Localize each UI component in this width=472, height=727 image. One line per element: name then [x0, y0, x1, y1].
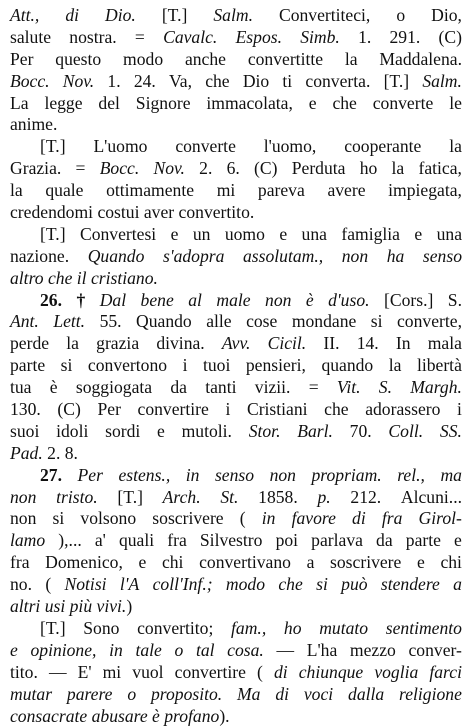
text-segment: converta.: [305, 71, 370, 93]
text-segment: =: [309, 377, 319, 399]
text-segment: 1.: [107, 71, 120, 93]
italic-text: voci: [304, 684, 333, 706]
text-segment: Signore: [136, 93, 191, 115]
italic-text: coll'Inf.;: [153, 574, 213, 596]
italic-text: può: [341, 574, 367, 596]
italic-text: p.: [317, 487, 330, 509]
text-segment: del: [98, 93, 120, 115]
text-segment: tua: [10, 377, 32, 399]
text-segment: a: [307, 552, 315, 574]
text-segment: convertivano: [199, 552, 291, 574]
italic-text: Ant.: [10, 311, 39, 333]
text-segment: converte: [373, 93, 434, 115]
italic-text: Dio.: [105, 5, 136, 27]
text-segment: i: [457, 399, 462, 421]
text-segment: anche: [185, 49, 226, 71]
text-segment: da: [170, 377, 187, 399]
italic-text: parere: [67, 684, 113, 706]
text-segment: ottimamente: [106, 180, 194, 202]
text-line: [10, 421, 462, 443]
italic-text: favore: [292, 508, 336, 530]
italic-text: opinione,: [30, 640, 96, 662]
text-segment: i: [183, 355, 188, 377]
italic-text: Salm.: [213, 5, 253, 27]
text-segment: uomo: [225, 224, 265, 246]
italic-text: d'uso.: [328, 290, 369, 312]
text-segment: parte: [406, 530, 441, 552]
text-segment: si: [371, 311, 383, 333]
text-segment: famiglia: [341, 224, 400, 246]
text-segment: ): [126, 596, 132, 616]
text-segment: l'uomo,: [264, 136, 317, 158]
text-segment: mutoli.: [182, 421, 232, 443]
text-segment: [T.]: [384, 71, 410, 93]
text-segment: avere: [327, 180, 365, 202]
text-segment: credendomi costui aver convertito.: [10, 202, 254, 222]
text-line: [10, 290, 462, 312]
italic-text: in: [262, 508, 276, 530]
italic-text: che: [278, 574, 302, 596]
italic-text: ha: [387, 246, 405, 268]
text-segment: E': [78, 662, 92, 684]
text-segment: da: [376, 530, 393, 552]
text-segment: si: [53, 508, 65, 530]
text-segment: chi: [440, 552, 462, 574]
text-segment: mondane: [292, 311, 357, 333]
text-line: [10, 202, 462, 224]
text-segment: (C): [439, 27, 462, 49]
italic-text: Cavalc.: [163, 27, 217, 49]
text-segment: che: [205, 71, 229, 93]
text-line: [10, 618, 462, 640]
text-line: [10, 640, 462, 662]
italic-text: Barl.: [297, 421, 333, 443]
text-segment: (: [45, 574, 51, 596]
text-segment: 1858.: [258, 487, 298, 509]
text-segment: [T.]: [117, 487, 143, 509]
text-segment: un: [193, 224, 211, 246]
text-segment: che: [332, 93, 356, 115]
text-segment: 212.: [350, 487, 381, 509]
italic-text: propriam.: [311, 465, 381, 487]
text-segment: fra: [167, 530, 187, 552]
italic-text: cosa.: [227, 640, 264, 662]
text-segment: le: [449, 93, 462, 115]
italic-text: o: [127, 684, 136, 706]
text-line: [10, 684, 462, 706]
text-segment: Silvestro: [200, 530, 263, 552]
text-segment: mi: [103, 662, 122, 684]
text-line: [10, 27, 462, 49]
text-segment: 70.: [350, 421, 372, 443]
text-line: [10, 552, 462, 574]
italic-text: in: [109, 640, 123, 662]
text-segment: vizii.: [255, 377, 291, 399]
italic-text: St.: [220, 487, 238, 509]
italic-text: l'A: [120, 574, 139, 596]
italic-text: voglia: [374, 662, 418, 684]
text-segment: 26.: [40, 290, 62, 312]
italic-text: stendere: [381, 574, 440, 596]
text-segment: [T.]: [40, 224, 66, 246]
text-line: [10, 5, 462, 27]
text-segment: (: [257, 662, 263, 684]
text-segment: Per: [10, 49, 33, 71]
text-line: [10, 355, 462, 377]
italic-text: proposito.: [151, 684, 222, 706]
italic-text: tal: [196, 640, 215, 662]
italic-text: tristo.: [56, 487, 98, 509]
text-segment: o: [396, 5, 405, 27]
text-segment: quando: [321, 355, 373, 377]
text-segment: legge: [44, 93, 82, 115]
text-segment: cooperante: [344, 136, 421, 158]
text-segment: immacolata,: [206, 93, 292, 115]
italic-text: SS.: [440, 421, 462, 443]
text-segment: 14.: [357, 333, 379, 355]
italic-text: Ma: [237, 684, 260, 706]
text-line: [10, 246, 462, 268]
italic-text: mutato: [319, 618, 368, 640]
text-line: [10, 71, 462, 93]
italic-text: altri usi più vivi.: [10, 596, 126, 616]
text-segment: soggiogata: [76, 377, 152, 399]
italic-text: non: [265, 290, 291, 312]
text-segment: Va,: [169, 71, 192, 93]
text-segment: Sono: [83, 618, 119, 640]
text-segment: divina.: [156, 333, 204, 355]
text-segment: pensieri,: [246, 355, 306, 377]
text-segment: adorassero: [365, 399, 440, 421]
italic-text: in: [186, 465, 200, 487]
italic-text: religione: [399, 684, 462, 706]
text-segment: impiegata,: [388, 180, 462, 202]
text-segment: tanti: [205, 377, 236, 399]
text-segment: e: [309, 93, 317, 115]
italic-text: male: [216, 290, 250, 312]
text-segment: salute: [10, 27, 51, 49]
italic-text: Girol-: [419, 508, 462, 530]
text-line: [10, 662, 462, 684]
text-segment: parte: [10, 355, 45, 377]
text-segment: †: [76, 290, 85, 312]
text-segment: In: [396, 333, 411, 355]
text-segment: vuol: [132, 662, 163, 684]
text-segment: ).: [219, 706, 229, 726]
text-segment: Alcuni...: [401, 487, 462, 509]
text-segment: la: [449, 136, 462, 158]
text-line: [10, 706, 462, 727]
text-line: [10, 49, 462, 71]
text-segment: alle: [206, 311, 231, 333]
text-segment: Maddalena.: [379, 49, 462, 71]
text-segment: si: [61, 355, 73, 377]
italic-text: di: [352, 508, 366, 530]
text-segment: (C): [254, 158, 277, 180]
italic-text: ma: [440, 465, 462, 487]
italic-text: estens.,: [118, 465, 170, 487]
text-segment: =: [135, 27, 145, 49]
text-segment: è: [50, 377, 58, 399]
italic-text: dalla: [348, 684, 384, 706]
italic-text: Dal: [100, 290, 126, 312]
text-segment: e: [454, 530, 462, 552]
italic-text: farci: [429, 662, 462, 684]
italic-text: tale: [135, 640, 161, 662]
italic-text: Quando: [88, 246, 145, 268]
text-segment: convertire: [138, 399, 209, 421]
italic-text: Espos.: [236, 27, 282, 49]
text-segment: ti: [282, 71, 292, 93]
italic-text: di: [275, 684, 289, 706]
text-segment: la: [66, 333, 79, 355]
text-segment: converte: [175, 136, 236, 158]
text-segment: la: [345, 49, 358, 71]
text-segment: tito.: [10, 662, 38, 684]
text-segment: converte,: [397, 311, 462, 333]
italic-text: di: [274, 662, 288, 684]
text-line: [10, 333, 462, 355]
italic-text: consacrate abusare è profano: [10, 706, 219, 726]
text-segment: no.: [10, 574, 32, 596]
text-line: [10, 596, 462, 618]
text-segment: mi: [217, 180, 236, 202]
italic-text: senso: [423, 246, 462, 268]
italic-text: è: [306, 290, 314, 312]
text-segment: soscrivere: [330, 552, 401, 574]
text-segment: II.: [323, 333, 339, 355]
text-segment: 130.: [10, 399, 41, 421]
text-segment: 24.: [134, 71, 156, 93]
italic-text: o: [174, 640, 183, 662]
text-segment: fatica,: [418, 158, 461, 180]
text-segment: parlava: [311, 530, 363, 552]
text-segment: [T.]: [40, 136, 66, 158]
italic-text: Lett.: [53, 311, 85, 333]
text-segment: convertire: [175, 662, 246, 684]
text-line: [10, 508, 462, 530]
italic-text: a: [453, 574, 462, 596]
text-segment: e: [171, 224, 179, 246]
italic-text: non: [342, 246, 368, 268]
italic-text: Notisi: [65, 574, 107, 596]
italic-text: ho: [284, 618, 302, 640]
italic-text: Margh.: [410, 377, 462, 399]
italic-text: Pad.: [10, 443, 43, 463]
text-segment: modo: [123, 49, 163, 71]
text-segment: —: [49, 662, 67, 684]
text-segment: Domenico,: [45, 552, 123, 574]
text-segment: 2. 8.: [43, 443, 78, 463]
text-segment: convertitte: [248, 49, 323, 71]
text-segment: una: [302, 224, 327, 246]
text-segment: [Cors.]: [384, 290, 433, 312]
text-segment: Grazia.: [10, 158, 61, 180]
text-segment: poi: [276, 530, 298, 552]
italic-text: bene: [141, 290, 174, 312]
text-segment: cose: [246, 311, 277, 333]
italic-text: rel.,: [397, 465, 425, 487]
text-line: [10, 399, 462, 421]
text-segment: e: [279, 224, 287, 246]
text-line: [10, 465, 462, 487]
italic-text: altro che il cristiano.: [10, 268, 158, 288]
italic-text: modo: [226, 574, 265, 596]
text-segment: la: [389, 355, 402, 377]
text-segment: L'uomo: [93, 136, 147, 158]
text-segment: 1.: [358, 27, 371, 49]
text-line: [10, 158, 462, 180]
text-segment: la: [392, 158, 405, 180]
text-segment: (C): [57, 399, 80, 421]
text-segment: fra: [10, 552, 30, 574]
text-segment: Convertiteci,: [279, 5, 370, 27]
text-segment: conver-: [409, 640, 462, 662]
text-segment: 27.: [40, 465, 62, 487]
text-segment: e: [414, 224, 422, 246]
text-segment: L'ha: [307, 640, 338, 662]
text-segment: chi: [162, 552, 184, 574]
italic-text: S.: [379, 377, 392, 399]
italic-text: Simb.: [300, 27, 340, 49]
text-segment: 6.: [227, 158, 240, 180]
text-segment: (: [240, 508, 246, 530]
text-segment: questo: [55, 49, 101, 71]
text-segment: Quando: [136, 311, 192, 333]
italic-text: Att.,: [10, 5, 39, 27]
italic-text: Salm.: [422, 71, 462, 93]
text-line: [10, 443, 462, 465]
text-segment: anime.: [10, 114, 57, 134]
italic-text: si: [316, 574, 328, 596]
text-segment: quali: [119, 530, 154, 552]
italic-text: non: [270, 465, 296, 487]
text-segment: S.: [448, 290, 462, 312]
text-segment: pareva: [258, 180, 305, 202]
text-segment: Convertesi: [80, 224, 156, 246]
italic-text: e: [10, 640, 18, 662]
text-segment: la: [10, 180, 23, 202]
text-line: [10, 574, 462, 596]
text-segment: Dio,: [431, 5, 462, 27]
italic-text: Stor.: [249, 421, 281, 443]
text-segment: tuoi: [203, 355, 230, 377]
italic-text: Arch.: [163, 487, 201, 509]
italic-text: Per: [78, 465, 103, 487]
text-segment: 2.: [199, 158, 212, 180]
text-line: [10, 114, 462, 136]
italic-text: Bocc.: [10, 71, 50, 93]
italic-text: fra: [382, 508, 403, 530]
italic-text: Cicil.: [268, 333, 307, 355]
italic-text: chiunque: [299, 662, 364, 684]
text-segment: Per: [97, 399, 120, 421]
text-line: [10, 93, 462, 115]
text-segment: ),...: [58, 530, 81, 552]
text-segment: non: [10, 508, 36, 530]
text-segment: mala: [428, 333, 462, 355]
italic-text: lamo: [10, 530, 45, 552]
italic-text: di: [65, 5, 79, 27]
italic-text: Coll.: [388, 421, 423, 443]
text-segment: perde: [10, 333, 49, 355]
text-line: [10, 136, 462, 158]
text-line: [10, 487, 462, 509]
italic-text: senso: [215, 465, 254, 487]
italic-text: non: [10, 487, 36, 509]
italic-text: sentimento: [386, 618, 462, 640]
text-segment: ho: [360, 158, 378, 180]
text-segment: e: [157, 421, 165, 443]
italic-text: s'adopra: [163, 246, 224, 268]
text-segment: e: [417, 552, 425, 574]
text-segment: i: [225, 399, 230, 421]
text-segment: una: [437, 224, 462, 246]
text-segment: 55.: [100, 311, 122, 333]
text-segment: 291.: [390, 27, 421, 49]
italic-text: assolutam.,: [243, 246, 323, 268]
text-segment: che: [324, 399, 348, 421]
text-segment: volsono: [80, 508, 136, 530]
text-segment: grazia: [96, 333, 139, 355]
text-line: [10, 377, 462, 399]
text-segment: libertà: [417, 355, 462, 377]
text-line: [10, 224, 462, 246]
text-segment: La: [10, 93, 29, 115]
text-segment: Perduta: [292, 158, 346, 180]
text-segment: suoi: [10, 421, 39, 443]
text-segment: convertono: [88, 355, 167, 377]
text-line: [10, 530, 462, 552]
italic-text: Avv.: [222, 333, 251, 355]
text-segment: soscrivere: [152, 508, 223, 530]
text-line: [10, 311, 462, 333]
text-segment: [T.]: [162, 5, 188, 27]
italic-text: fam.,: [231, 618, 266, 640]
text-segment: a': [95, 530, 106, 552]
italic-text: Vit.: [337, 377, 361, 399]
text-segment: —: [276, 640, 294, 662]
text-line: [10, 268, 462, 290]
italic-text: mutar: [10, 684, 52, 706]
italic-text: Nov.: [153, 158, 184, 180]
text-segment: nazione.: [10, 246, 69, 268]
text-segment: Dio: [243, 71, 269, 93]
text-segment: Cristiani: [247, 399, 308, 421]
text-segment: [T.]: [40, 618, 66, 640]
text-segment: mezzo: [350, 640, 396, 662]
text-line: [10, 180, 462, 202]
text-segment: idoli: [56, 421, 88, 443]
text-segment: quale: [45, 180, 83, 202]
text-segment: =: [76, 158, 86, 180]
italic-text: al: [188, 290, 202, 312]
text-segment: e: [139, 552, 147, 574]
text-segment: nostra.: [69, 27, 116, 49]
italic-text: Nov.: [63, 71, 94, 93]
text-segment: sordi: [105, 421, 140, 443]
italic-text: Bocc.: [100, 158, 140, 180]
text-segment: convertito;: [137, 618, 213, 640]
